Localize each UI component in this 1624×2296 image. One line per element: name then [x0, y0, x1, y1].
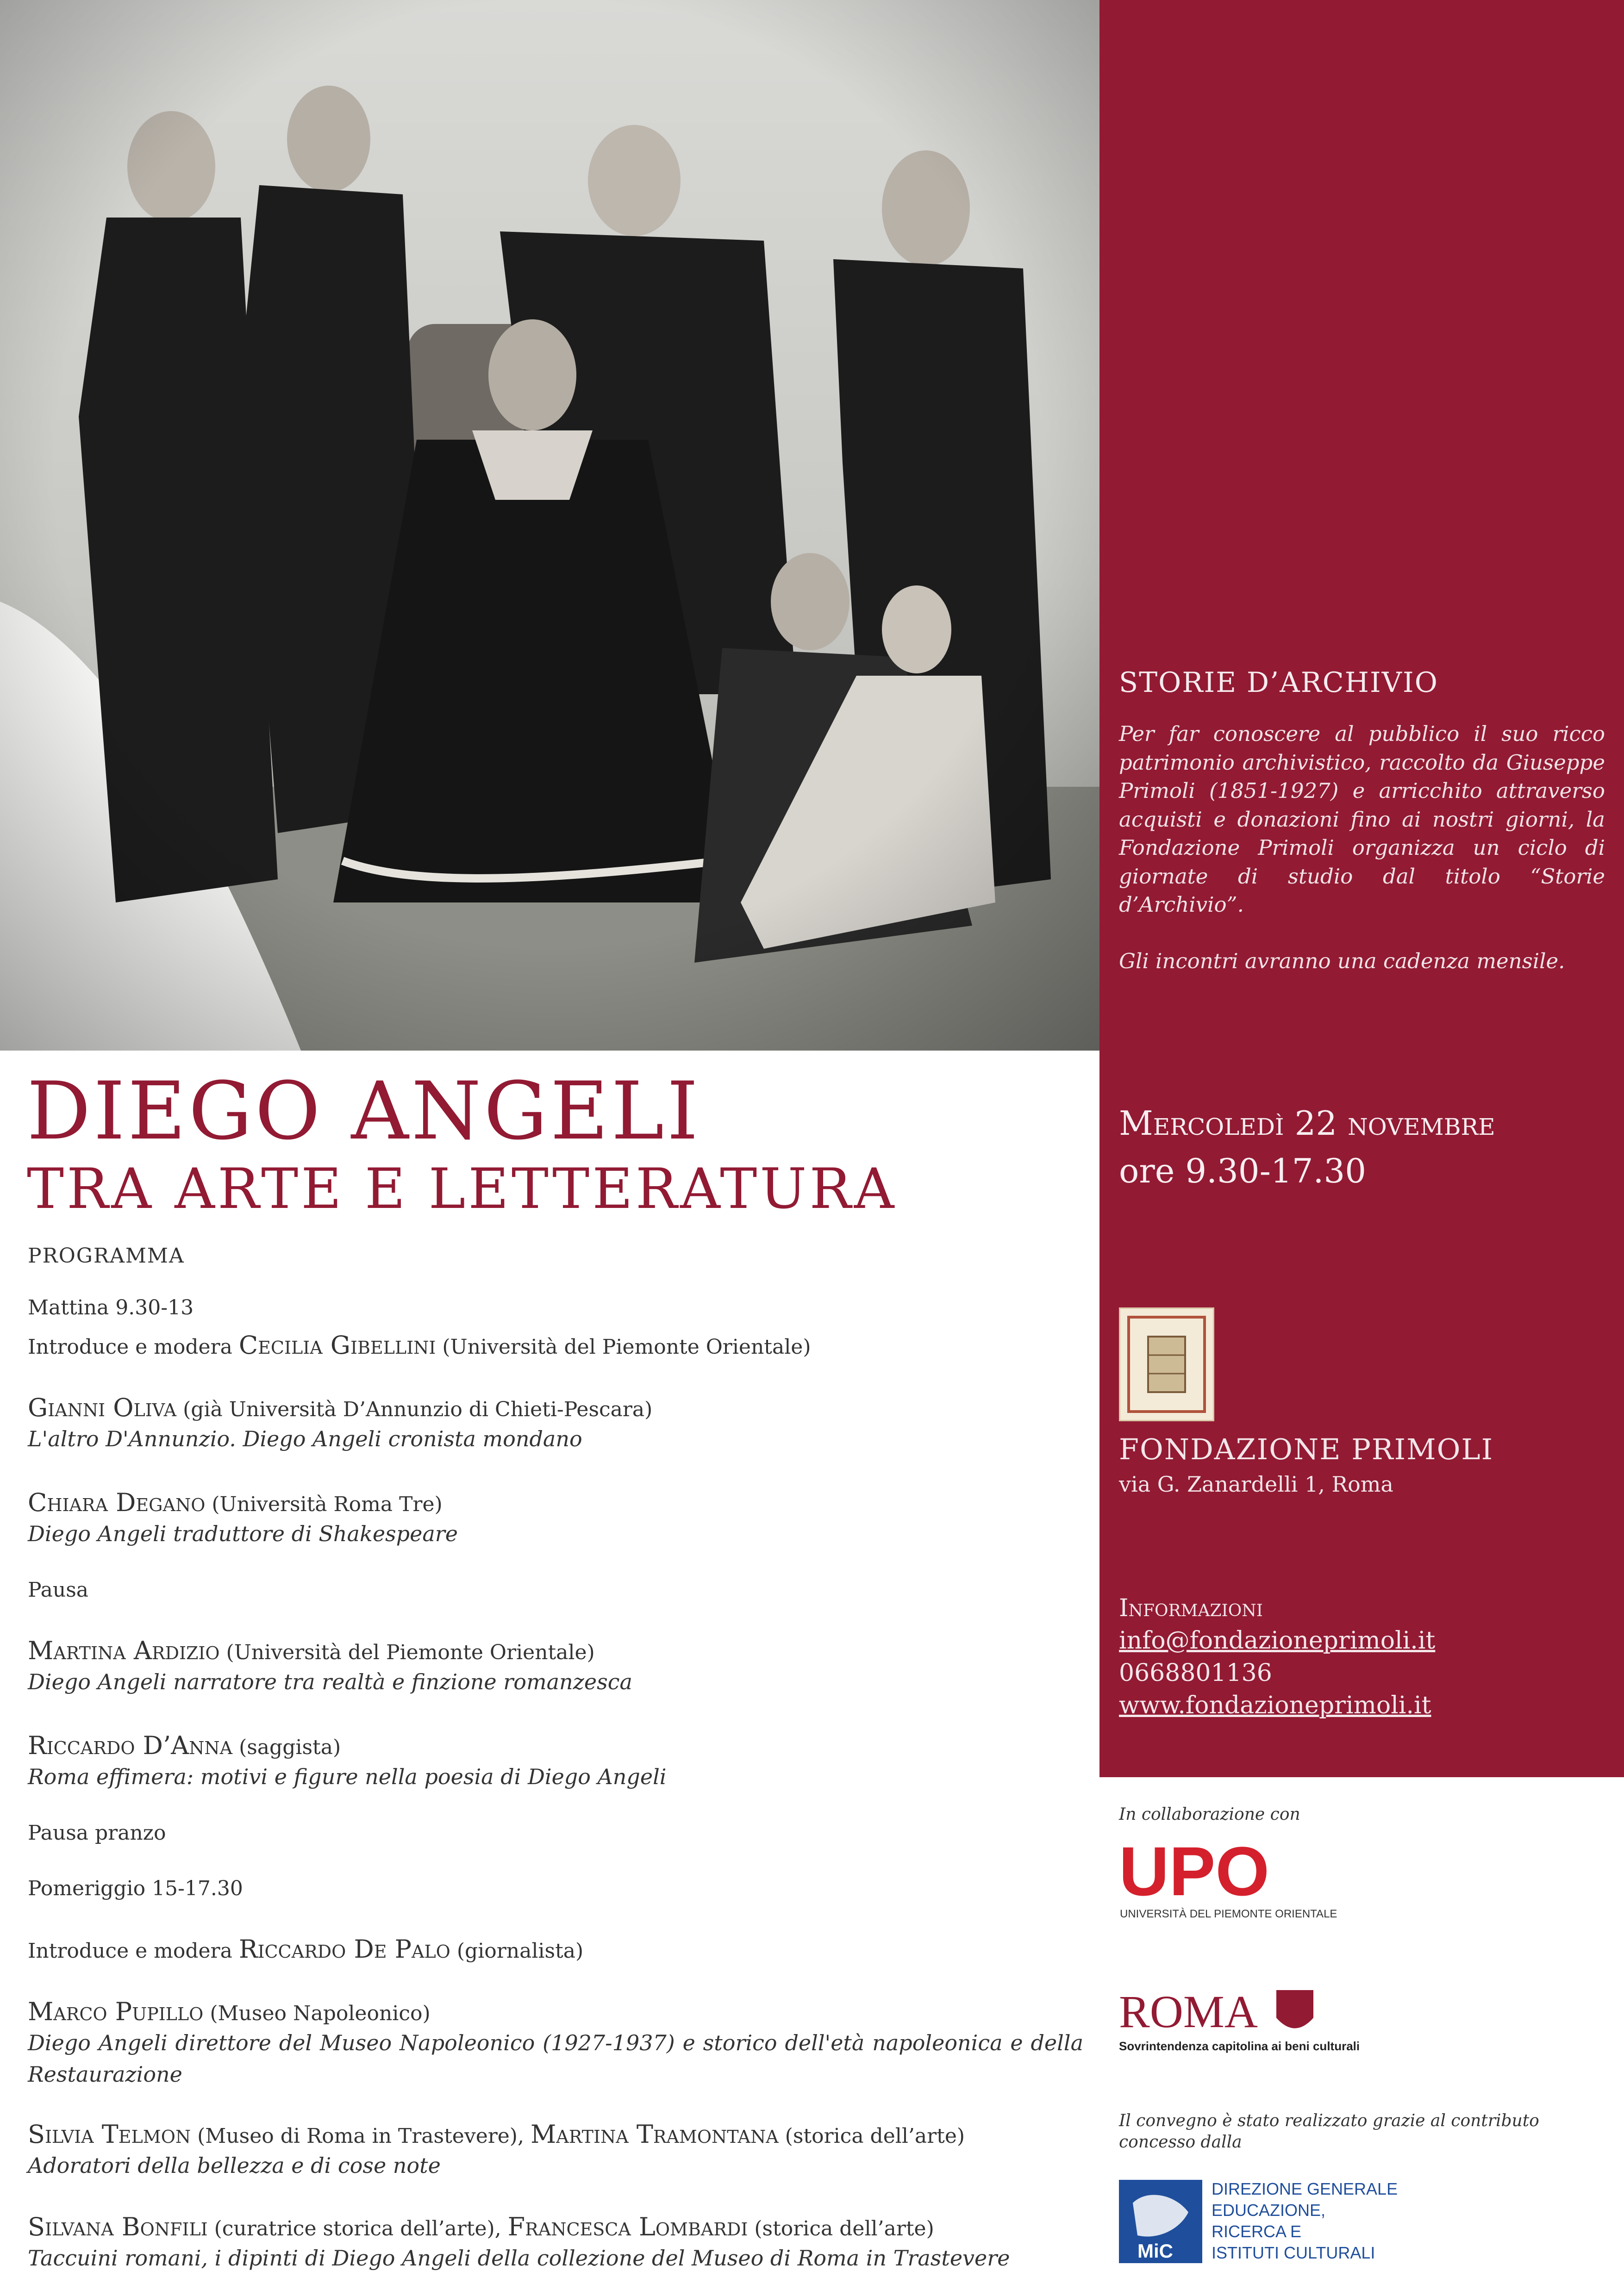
- speaker-name: Silvia Telmon: [28, 2120, 191, 2149]
- talk-title: Roma effimera: motivi e figure nella poesia di Diego Angeli: [28, 1764, 667, 1789]
- talk-speaker-line: [28, 2212, 934, 2241]
- intro-prefix: Introduce e modera: [28, 1335, 232, 1359]
- roma-logo-text: ROMA: [1119, 1986, 1258, 2037]
- contribution-text: Il convegno è stato realizzato grazie al contributo concesso dalla: [1119, 2111, 1539, 2152]
- mic-line-3: RICERCA E: [1212, 2222, 1302, 2241]
- speaker-affiliation: (saggista): [239, 1736, 341, 1759]
- series-text-paragraph-2: Gli incontri avranno una cadenza mensile.: [1119, 948, 1565, 973]
- morning-chair-line: [28, 1331, 811, 1360]
- foundation-address: via G. Zanardelli 1, Roma: [1119, 1472, 1393, 1497]
- break-label: Pausa: [28, 1578, 89, 1602]
- collaboration-label: In collaborazione con: [1119, 1805, 1300, 1824]
- speaker-name: Silvana Bonfili: [28, 2212, 208, 2241]
- event-hours: ore 9.30-17.30: [1119, 1151, 1367, 1190]
- chair-name: Cecilia Gibellini: [238, 1331, 436, 1360]
- speaker-name: Chiara Degano: [28, 1488, 206, 1517]
- roma-logo: [1119, 1976, 1360, 2055]
- talk-title: Taccuini romani, i dipinti di Diego Angeli della collezione del Museo di Roma in Trastevere: [28, 2246, 1010, 2271]
- speaker-affiliation: (Università Roma Tre): [212, 1493, 443, 1516]
- talk-title: Adoratori della bellezza e di cose note: [28, 2153, 441, 2178]
- info-panel: [1099, 0, 1624, 1777]
- talk-speaker-line: [28, 1731, 341, 1760]
- afternoon-chair-line: [28, 1935, 583, 1964]
- talk-speaker-line: [28, 1488, 443, 1517]
- lunch-break-label: Pausa pranzo: [28, 1821, 166, 1845]
- upo-logo-caption: UNIVERSITÀ DEL PIEMONTE ORIENTALE: [1120, 1908, 1337, 1920]
- speaker-affiliation: (storica dell’arte): [754, 2217, 934, 2240]
- afternoon-session-label: Pomeriggio 15-17.30: [28, 1877, 243, 1900]
- speaker-affiliation: (storica dell’arte): [785, 2124, 965, 2148]
- morning-session-label: Mattina 9.30-13: [28, 1296, 194, 1319]
- speaker-name: Marco Pupillo: [28, 1997, 204, 2026]
- talk-title: Diego Angeli narratore tra realtà e finzione romanzesca: [28, 1669, 632, 1694]
- speaker-name: Martina Ardizio: [28, 1636, 220, 1665]
- upo-logo: [1119, 1832, 1337, 1923]
- program-label: PROGRAMMA: [28, 1244, 185, 1268]
- mic-line-1: DIREZIONE GENERALE: [1212, 2179, 1398, 2198]
- page-title: DIEGO ANGELI: [27, 1064, 701, 1157]
- info-phone: 0668801136: [1119, 1659, 1272, 1687]
- chair-affiliation: (giornalista): [456, 1939, 584, 1963]
- speaker-affiliation: (Museo di Roma in Trastevere),: [197, 2124, 524, 2148]
- series-description: [1119, 720, 1605, 1003]
- talk-title: Diego Angeli direttore del Museo Napoleonico (1927-1937) e storico dell'età napoleonica e della Restaurazione: [28, 2030, 1083, 2087]
- info-website-link[interactable]: www.fondazioneprimoli.it: [1119, 1692, 1431, 1719]
- speaker-affiliation: (già Università D’Annunzio di Chieti-Pescara): [183, 1398, 653, 1421]
- talk-speaker-line: [28, 1393, 652, 1422]
- speaker-affiliation: (Museo Napoleonico): [210, 2002, 431, 2025]
- fondazione-seal-logo: [1119, 1307, 1214, 1421]
- foundation-name: FONDAZIONE PRIMOLI: [1119, 1432, 1494, 1466]
- talk-title: L'altro D'Annunzio. Diego Angeli cronista mondano: [28, 1426, 582, 1451]
- speaker-name: Riccardo D’Anna: [28, 1731, 233, 1760]
- talk-speaker-line: [28, 1636, 595, 1665]
- event-date: Mercoledì 22 novembre: [1119, 1104, 1495, 1143]
- roma-shield-icon: [1276, 1990, 1313, 2028]
- chair-affiliation: (Università del Piemonte Orientale): [442, 1335, 811, 1359]
- intro-prefix: Introduce e modera: [28, 1939, 232, 1963]
- page-subtitle: TRA ARTE E LETTERATURA: [27, 1157, 897, 1221]
- talk-speaker-line: [28, 1997, 431, 2026]
- photo-figures: [0, 0, 1099, 1051]
- mic-line-4: ISTITUTI CULTURALI: [1212, 2243, 1375, 2262]
- info-title: Informazioni: [1119, 1594, 1263, 1622]
- archival-photo: [0, 0, 1099, 1051]
- speaker-name: Martina Tramontana: [530, 2120, 779, 2149]
- roma-logo-caption: Sovrintendenza capitolina ai beni culturali: [1119, 2039, 1360, 2053]
- speaker-name: Francesca Lombardi: [507, 2212, 748, 2241]
- speaker-name: Gianni Oliva: [28, 1393, 177, 1422]
- info-email-link[interactable]: info@fondazioneprimoli.it: [1119, 1627, 1436, 1655]
- mic-line-2: EDUCAZIONE,: [1212, 2201, 1326, 2220]
- series-title: STORIE D’ARCHIVIO: [1119, 666, 1438, 699]
- mic-logo: [1119, 2175, 1406, 2268]
- talk-speaker-line: [28, 2120, 965, 2149]
- talk-title: Diego Angeli traduttore di Shakespeare: [28, 1521, 458, 1546]
- chair-name: Riccardo De Palo: [238, 1935, 450, 1964]
- speaker-affiliation: (Università del Piemonte Orientale): [226, 1641, 595, 1664]
- mic-abbr: MiC: [1137, 2240, 1173, 2262]
- speaker-affiliation: (curatrice storica dell’arte),: [214, 2217, 501, 2240]
- upo-logo-text: UPO: [1119, 1832, 1270, 1910]
- series-text-paragraph: Per far conoscere al pubblico il suo ricco patrimonio archivistico, raccolto da Giuseppe Primoli (1851-1927) e arricchito attraverso acquisti e donazioni fino ai nostri giorni, la Fondazione Primoli organizza un ciclo di giornate di studio dal titolo “Storie d’Archivio”.: [1119, 722, 1605, 917]
